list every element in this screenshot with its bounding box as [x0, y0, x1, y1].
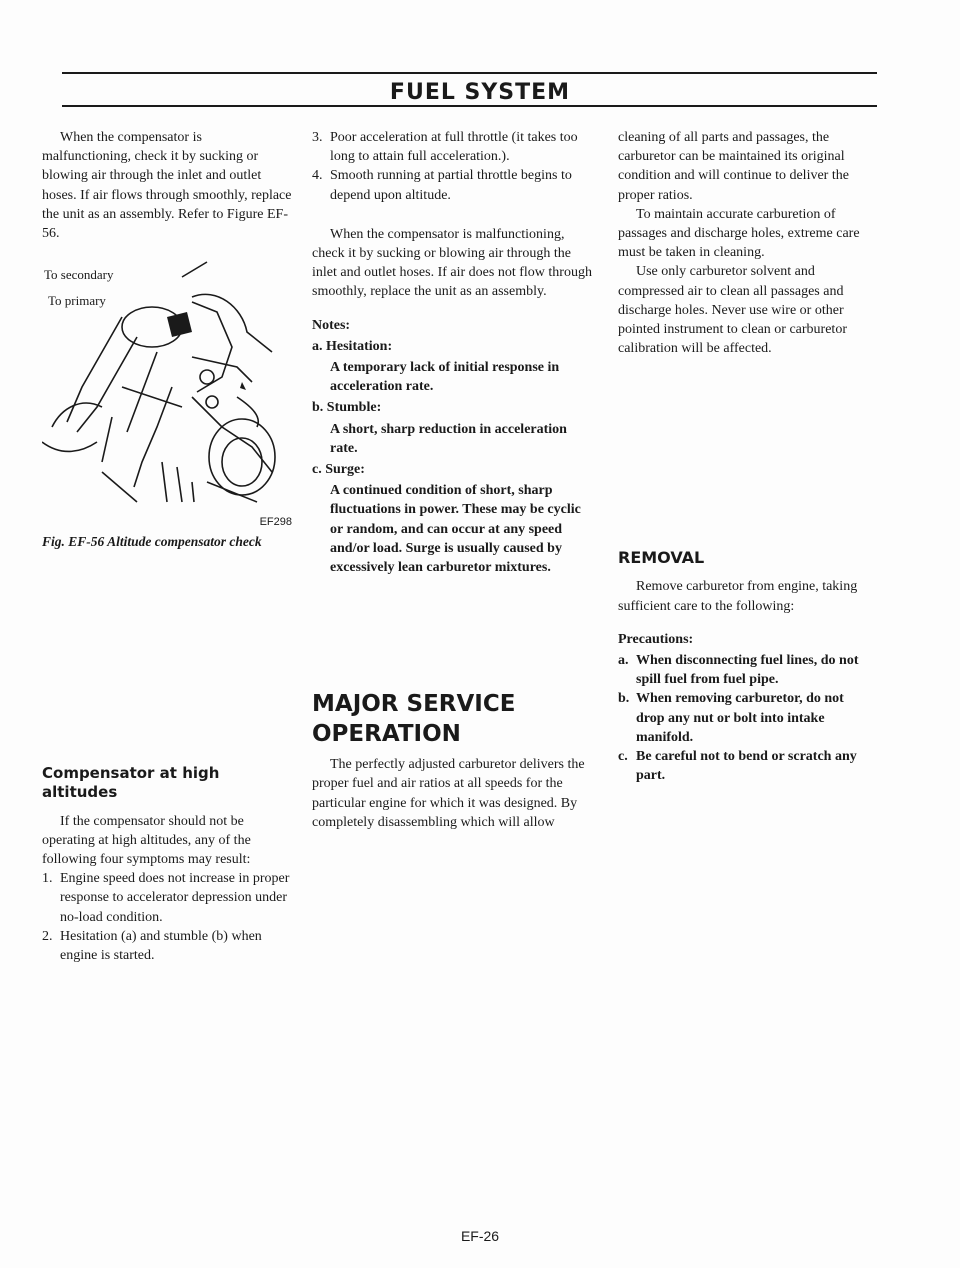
paragraph: To maintain accurate carburetion of passages and discharge holes, extreme care must be taken in cleaning. — [618, 206, 860, 261]
notes-title: Notes: — [312, 317, 351, 333]
list-item — [312, 128, 597, 166]
precaution-letter: b. — [618, 691, 630, 707]
note-term: a. Hesitation: — [312, 338, 393, 354]
paragraph: If the compensator should not be operating at high altitudes, any of the following four symptoms may result: — [42, 813, 251, 868]
paragraph: cleaning of all parts and passages, the carburetor can be maintained its original condition and will continue to deliver the proper ratios. — [618, 130, 849, 203]
list-item — [42, 869, 292, 927]
precaution-item — [618, 651, 873, 689]
precaution-letter: c. — [618, 749, 628, 765]
list-number: 2. — [42, 928, 53, 944]
precaution-letter: a. — [618, 653, 629, 669]
precaution-text: Be careful not to bend or scratch any part. — [636, 749, 857, 784]
list-text: Smooth running at partial throttle begins to depend upon altitude. — [330, 168, 572, 203]
paragraph: Remove carburetor from engine, taking sufficient care to the following: — [618, 579, 858, 614]
list-number: 4. — [312, 168, 323, 184]
column-right — [618, 128, 873, 785]
list-text: Hesitation (a) and stumble (b) when engine is started. — [60, 928, 262, 964]
figure-caption: Fig. EF-56 Altitude compensator check — [42, 534, 262, 550]
paragraph: When the compensator is malfunctioning, check it by sucking or blowing air through the inlet and outlet hoses. If air does not flow through smoothly, replace the unit as an assembly. — [312, 226, 592, 300]
note-term: b. Stumble: — [312, 400, 382, 416]
figure-ef-56 — [42, 257, 292, 551]
list-text: Engine speed does not increase in proper response to accelerator depression under no-load condition. — [60, 871, 290, 925]
column-left — [42, 128, 292, 965]
section-title: FUEL SYSTEM — [389, 80, 571, 105]
precaution-item — [618, 689, 873, 747]
list-number: 1. — [42, 871, 53, 887]
list-number: 3. — [312, 130, 323, 145]
precaution-item — [618, 747, 873, 785]
column-middle — [312, 128, 597, 846]
paragraph: Use only carburetor solvent and compressed air to clean all passages and discharge holes. Never use wire or other pointed instrument to clean or carburetor calibration will be affected. — [618, 264, 847, 357]
label-to-secondary: To secondary — [44, 267, 114, 283]
label-to-primary: To primary — [48, 293, 106, 309]
list-item — [312, 166, 597, 204]
heading-major-service-operation: MAJOR SERVICE OPERATION — [312, 691, 516, 748]
list-item — [42, 927, 292, 965]
header-rule-top — [62, 72, 877, 74]
page-number: EF-26 — [460, 1228, 500, 1244]
precaution-text: When disconnecting fuel lines, do not spill fuel from fuel pipe. — [636, 653, 859, 688]
precaution-text: When removing carburetor, do not drop any nut or bolt into intake manifold. — [636, 691, 844, 745]
figure-illustration — [42, 257, 277, 507]
precautions-title: Precautions: — [618, 631, 694, 647]
note-definition: A short, sharp reduction in acceleration rate. — [330, 421, 567, 456]
note-definition: A continued condition of short, sharp fluctuations in power. These may be cyclic or random, and can occur at any speed and/or load. Surge is usually caused by excessively lean carburetor mixtures. — [330, 483, 581, 576]
heading-removal: REMOVAL — [618, 548, 705, 568]
header-rule-bottom — [62, 105, 877, 107]
paragraph: When the compensator is malfunctioning, check it by sucking or blowing air through the inlet and outlet hoses. If air flows through smoothly, replace the unit as an assembly. Refer to Figure EF-56. — [42, 130, 292, 242]
note-term: c. Surge: — [312, 462, 365, 478]
heading-compensator-high-altitudes: Compensator at high altitudes — [42, 763, 220, 801]
list-text: Poor acceleration at full throttle (it takes too long to attain full acceleration.). — [330, 130, 578, 165]
note-definition: A temporary lack of initial response in acceleration rate. — [330, 360, 560, 395]
figure-code: EF298 — [259, 516, 292, 529]
paragraph: The perfectly adjusted carburetor delivers the proper fuel and air ratios at all speeds for the particular engine for which it was designed. By completely disassembling which will allow — [312, 757, 585, 830]
